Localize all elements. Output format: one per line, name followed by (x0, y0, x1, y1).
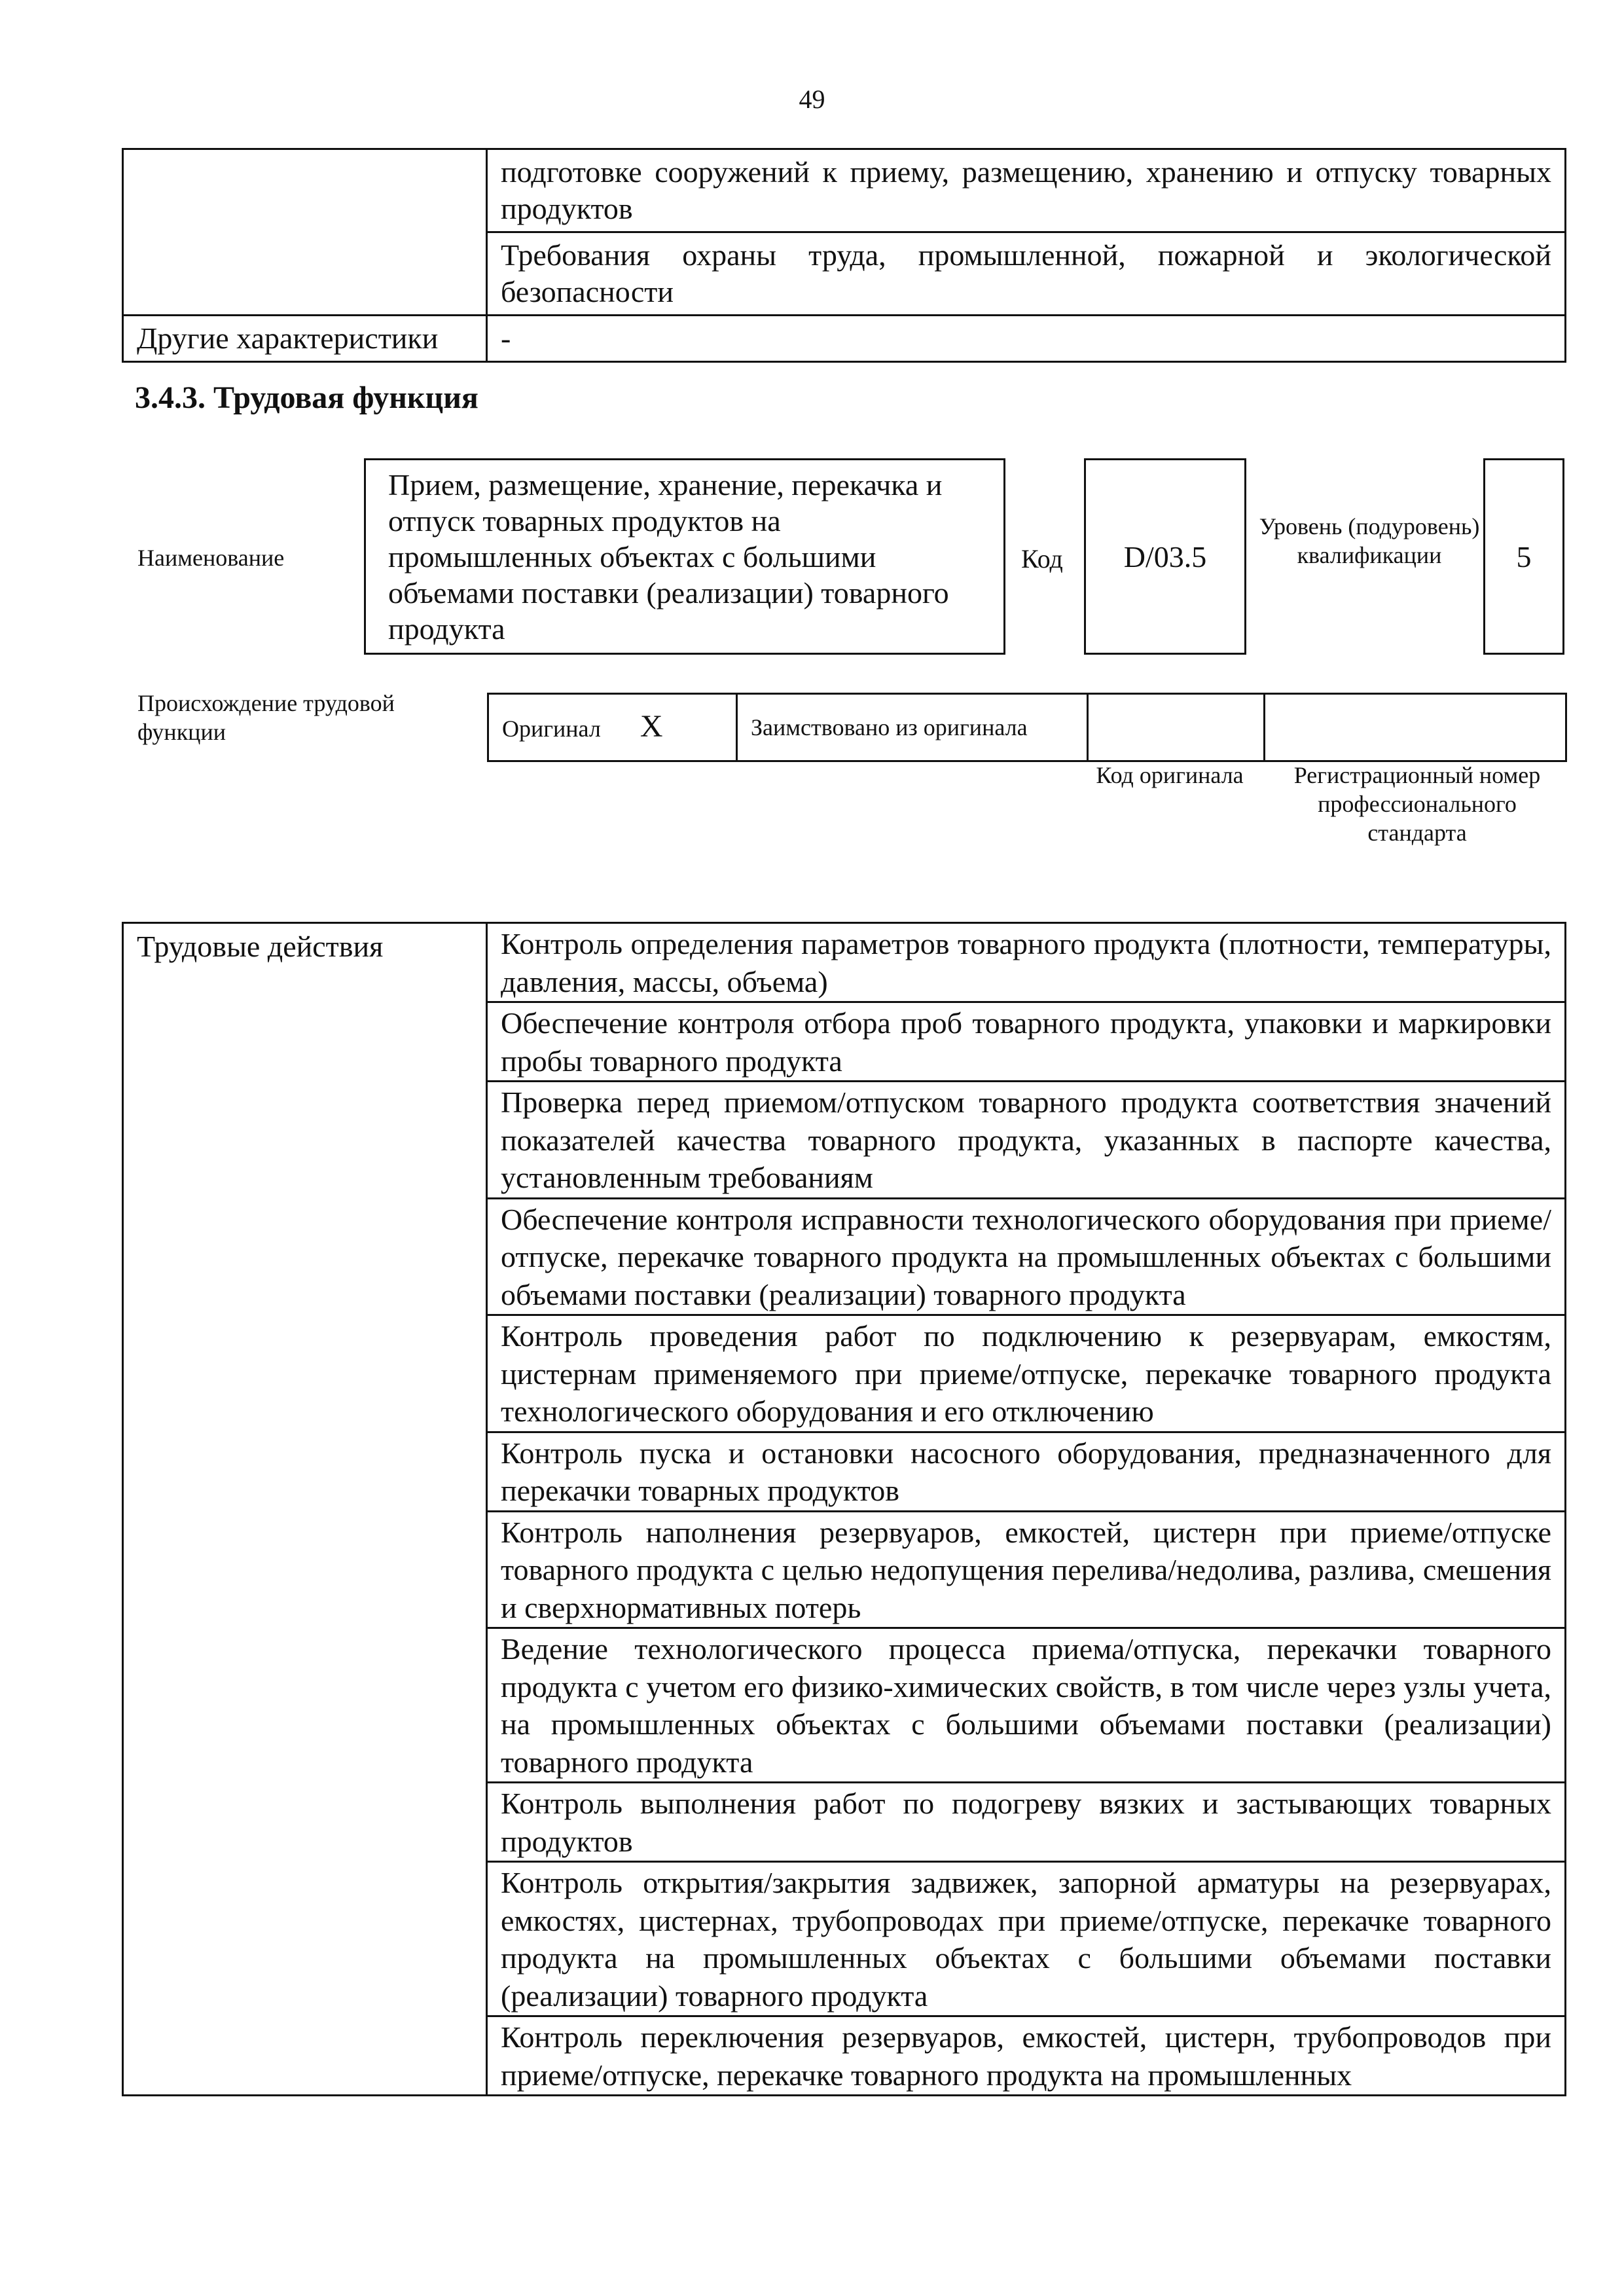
level-box: 5 (1483, 458, 1564, 655)
action-item: Контроль пуска и остановки насосного оборудования, предназначенного для перекачки товарных продуктов (487, 1432, 1566, 1511)
row-label (123, 149, 487, 316)
continuation-table (122, 148, 1566, 363)
page-number: 49 (799, 84, 825, 114)
code-label: Код (1021, 544, 1063, 574)
action-item: Проверка перед приемом/отпуском товарного продукта соответствия значений показателей качества товарного продукта, указанных в паспорте качества, установленным требованиям (487, 1082, 1566, 1199)
action-item: Контроль выполнения работ по подогреву вязких и застывающих товарных продуктов (487, 1783, 1566, 1862)
row-label: Другие характеристики (123, 316, 487, 362)
origin-table (487, 693, 1567, 762)
table-row (123, 923, 1566, 1002)
action-item: Обеспечение контроля исправности технологического оборудования при приеме/отпуске, перекачке товарного продукта на промышленных объектах с большими объемами поставки (реализации) товарного продукта (487, 1198, 1566, 1315)
level-label: Уровень (подуровень) квалификации (1259, 513, 1480, 568)
action-item: Ведение технологического процесса приема/отпуска, перекачки товарного продукта с учетом его физико-химических свойств, в том числе через узлы учета, на промышленных объектах с большими объемами поставки (реализации) товарного продукта (487, 1628, 1566, 1783)
action-item: Контроль открытия/закрытия задвижек, запорной арматуры на резервуарах, емкостях, цистернах, трубопроводах при приеме/отпуске, перекачке товарного продукта на промышленных объектах с большими объемами поставки (реализации) товарного продукта (487, 1862, 1566, 2016)
action-item: Контроль проведения работ по подключению к резервуарам, емкостям, цистернам применяемого при приеме/отпуске, перекачке товарного продукта технологического оборудования и его отключению (487, 1315, 1566, 1432)
original-label: Оригинал (502, 715, 601, 742)
original-mark: X (640, 708, 663, 744)
borrowed-label: Заимствовано из оригинала (737, 694, 1088, 761)
row-text: Требования охраны труда, промышленной, пожарной и экологической безопасности (487, 232, 1566, 316)
action-item: Контроль наполнения резервуаров, емкостей, цистерн при приеме/отпуске товарного продукта с целью недопущения перелива/недолива, разлива, смешения и сверхнормативных потерь (487, 1511, 1566, 1628)
function-name-box: Прием, размещение, хранение, перекачка и отпуск товарных продуктов на промышленных объектах с большими объемами поставки (реализации) товарного продукта (364, 458, 1005, 655)
reg-number-caption: Регистрационный номер профессионального стандарта (1293, 762, 1541, 846)
original-code-cell (1088, 694, 1265, 761)
actions-table (122, 922, 1566, 2096)
row-text: подготовке сооружений к приему, размещению, хранению и отпуску товарных продуктов (487, 149, 1566, 232)
action-item: Контроль переключения резервуаров, емкостей, цистерн, трубопроводов при приеме/отпуске, перекачке товарного продукта на промышленных (487, 2016, 1566, 2096)
name-label: Наименование (137, 545, 285, 571)
action-item: Контроль определения параметров товарного продукта (плотности, температуры, давления, массы, объема) (487, 923, 1566, 1002)
original-cell (488, 694, 737, 761)
origin-label: Происхождение трудовой функции (137, 690, 395, 745)
reg-number-cell (1265, 694, 1566, 761)
code-box: D/03.5 (1084, 458, 1246, 655)
action-item: Обеспечение контроля отбора проб товарного продукта, упаковки и маркировки пробы товарного продукта (487, 1002, 1566, 1082)
code-caption: Код оригинала (1096, 762, 1244, 788)
row-text: - (487, 316, 1566, 362)
actions-header: Трудовые действия (123, 923, 487, 2096)
table-row (123, 149, 1566, 232)
table-row (123, 316, 1566, 362)
section-heading: 3.4.3. Трудовая функция (135, 380, 478, 415)
table-row (488, 694, 1566, 761)
